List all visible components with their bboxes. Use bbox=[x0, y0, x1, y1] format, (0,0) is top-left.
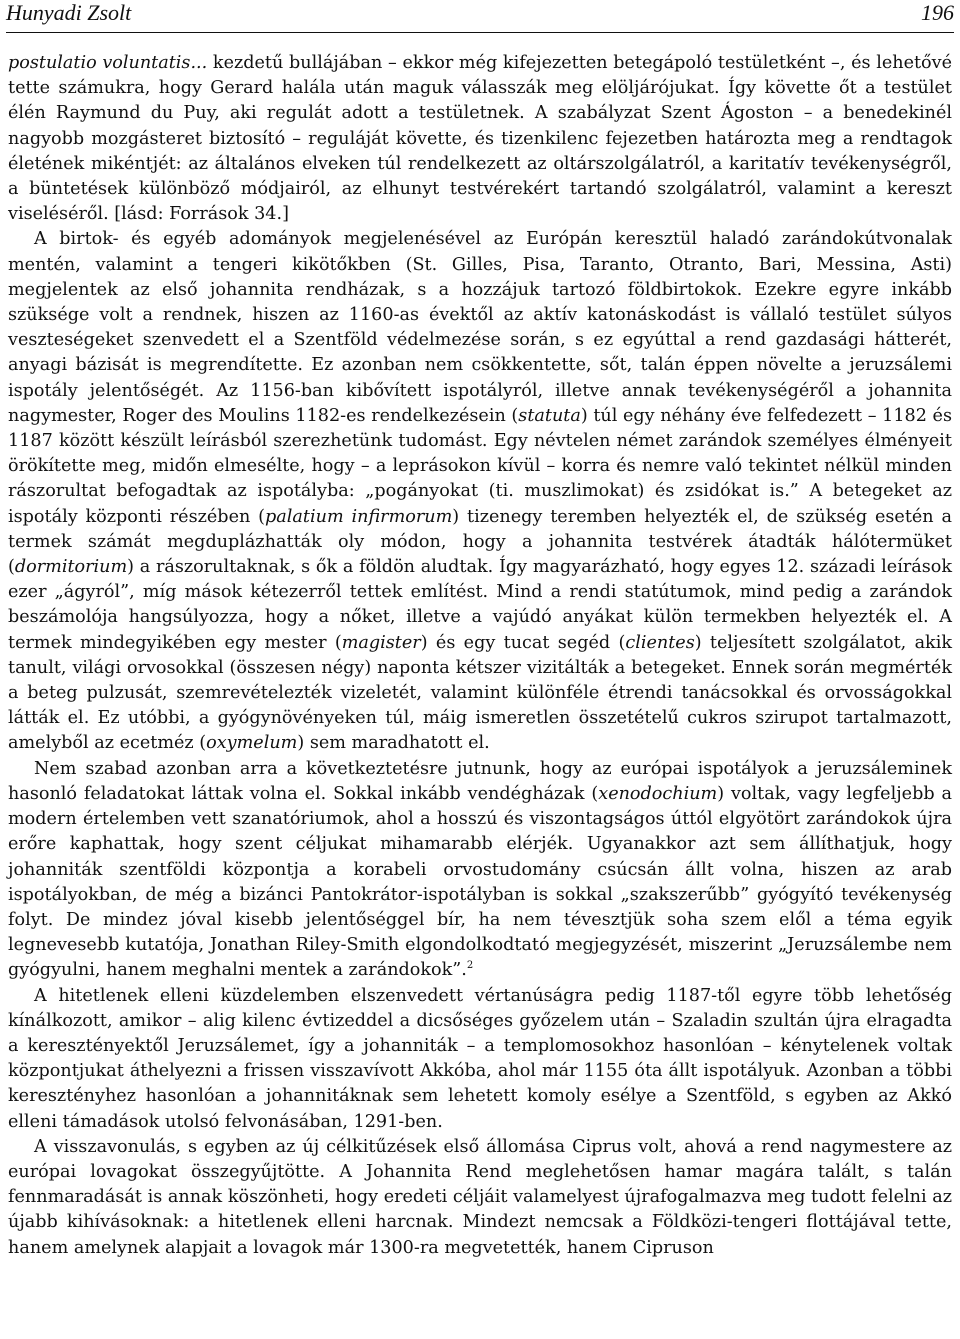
paragraph bbox=[8, 984, 952, 1135]
text-run: ) tizenegy teremben helyezték el, de szükség esetén a termek számát megduplázhatták oly módon, hogy a johannita testvérek átadták hálótermüket ( bbox=[8, 506, 952, 578]
italic-term: dormitorium bbox=[14, 557, 128, 578]
text-run: A visszavonulás, s egyben az új célkitűzések első állomása Ciprus volt, ahová a rend nagymestere az európai lovagokat összegyűjtötte. A Johannita Rend meglehetősen hamar magára talált, s talán fennmaradását is annak köszönheti, hogy eredeti céljáit valamelyest újrafogalmazva meg tudott felelni az újabb kihívásoknak: a hitetlenek elleni harcnak. Mindezt nemcsak a Földközi-tengeri flottájával tette, hanem amelynek alapjait a lovagok már 1300-ra megvetették, hanem Cipruson bbox=[8, 1136, 952, 1258]
paragraph bbox=[8, 51, 952, 227]
text-run: ) túl egy néhány éve felfedezett – 1182 és 1187 között készült leírásból szerezhetünk tudomást. Egy névtelen német zarándok személyes élményeit örökítette meg, midőn elmesélte, hogy – a leprásokon kívül – korra és nemre való tekintet nélkül minden rászorultat befogadtak az ispotályba: „pogányokat (ti. muszlimokat) és zsidókat is.” A betegeket az ispotály központi részében ( bbox=[8, 405, 952, 527]
header-rule bbox=[6, 32, 954, 33]
italic-term: statuta bbox=[518, 405, 581, 426]
body-text bbox=[8, 51, 952, 1261]
italic-term: oxymelum bbox=[206, 733, 298, 754]
header-page-number: 196 bbox=[921, 0, 954, 25]
footnote-ref: 2 bbox=[466, 960, 474, 972]
paragraph bbox=[8, 227, 952, 756]
text-run: ) a rászorultaknak, s ők a földön aludtak. Így magyarázható, hogy egyes 12. századi leírások ezer „ágyról”, míg mások kétezerről tettek említést. Mind a rendi statútumok, mind pedig a zarándok beszámolója hangsúlyozza, hogy a nőket, illetve a vajúdó anyákat külön termekben helyezték el. A termek mindegyikében egy mester ( bbox=[8, 557, 952, 653]
text-run: ) és egy tucat segéd ( bbox=[420, 632, 626, 653]
text-run: Nem szabad azonban arra a következtetésre jutnunk, hogy az európai ispotályok a jeruzsáleminek hasonló feladatokat láttak volna el. Sokkal inkább vendégházak ( bbox=[8, 758, 952, 804]
italic-term: xenodochium bbox=[598, 783, 718, 804]
running-header bbox=[0, 0, 960, 30]
italic-term: magister bbox=[341, 632, 421, 653]
text-run: ) voltak, vagy legfeljebb a modern értelemben vett szanatóriumok, ahol a hosszú és viszontagságos úttól elgyötört zarándokok újra erőre kaphattak, hogy szent céljukat mihamarabb elérjék. Ugyanakkor azt sem állíthatjuk, hogy johanniták szentföldi központja a korabeli orvostudomány csúcsán állt volna, hiszen az arab ispotályokban, de még a bizánci Pantokrátor-ispotályban is sokkal „szakszerűbb” gyógyító tevékenység folyt. De mindez jóval kisebb jelentőséggel bír, ha nem tévesztjük soha szem elől a téma egyik legnevesebb kutatója, Jonathan Riley-Smith elgondolkodtató megjegyzését, miszerint „Jeruzsálembe nem gyógyulni, hanem meghalni mentek a zarándokok”. bbox=[8, 783, 952, 981]
text-run: A birtok- és egyéb adományok megjelenésével az Európán keresztül haladó zarándokútvonalak mentén, valamint a tengeri kikötőkben (St. Gilles, Pisa, Taranto, Otranto, Bari, Messina, Asti) megjelentek az első johannita rendházak, s a hozzájuk tartozó földbirtokok. Ezekre egyre inkább szüksége volt a rendnek, hiszen az 1160-as évektől az aktív katonáskodást is vállaló testület súlyos veszteségeket szenvedett el a Szentföld védelmezése során, s ez egyúttal a rend gazdasági hátterét, anyagi bázisát is megrendítette. Ez azonban nem csökkentette, sőt, talán éppen növelte a jeruzsálemi ispotály jelentőségét. Az 1156-ban kibővített ispotályról, illetve annak tevékenységéről a johannita nagymester, Roger des Moulins 1182-es rendelkezésein ( bbox=[8, 229, 952, 426]
paragraph bbox=[8, 1135, 952, 1261]
text-run: kezdetű bullájában – ekkor még kifejezetten betegápoló testületként –, és lehetővé tette számukra, hogy Gerard halála után maguk válasszák meg elöljárójukat. Így követte őt a testület élén Raymund du Puy, aki regulát adott a testületnek. A szabályzat Szent Ágoston – a benedekinél nagyobb mozgásteret biztosító – reguláját követte, és tizenkilenc fejezetben határozta meg a rendtagok életének mikéntjét: az általános elveken túl rendelkezett az oltárszolgálatról, a karitatív tevékenységről, a büntetések különböző módjairól, az elhunyt testvérekért tartandó szolgálatról, valamint a kereszt viseléséről. [lásd: Források 34.] bbox=[8, 53, 953, 225]
paragraph bbox=[8, 757, 952, 984]
italic-term: palatium infirmorum bbox=[265, 506, 453, 527]
text-run: ) sem maradhatott el. bbox=[297, 733, 490, 754]
italic-term: clientes bbox=[625, 632, 695, 653]
text-run: A hitetlenek elleni küzdelemben elszenvedett vértanúságra pedig 1187-től egyre több lehetőség kínálkozott, amikor – alig kilenc évtizeddel a dicsőséges győzelem után – Szaladin szultán újra elragadta a keresztényektől Jeruzsálemet, így a johanniták – a templomosokhoz hasonlóan – kénytelenek voltak központjukat áthelyezni a frissen visszavívott Akkóba, ahol már 1155 óta állt ispotályuk. Azonban a többi keresztényhez hasonlóan a johannitáknak sem lehetett komoly esélye a Szentföld, s egyben az Akkó elleni támadások utolsó felvonásában, 1291-ben. bbox=[8, 985, 952, 1132]
header-author: Hunyadi Zsolt bbox=[6, 0, 132, 25]
text-run: ) teljesített szolgálatot, akik tanult, világi orvosokkal (összesen négy) naponta kétszer vizitálták a betegeket. Ennek során megmérték a beteg pulzusát, szemrevételezték vizeletét, valamint különféle étrendi tanácsokkal és orvosságokkal látták el. Ez utóbbi, a gyógynövényeken túl, máig ismeretlen összetételű cukros szirupot tartalmazott, amelyből az ecetméz ( bbox=[8, 632, 953, 754]
italic-term: postulatio voluntatis... bbox=[8, 53, 208, 73]
